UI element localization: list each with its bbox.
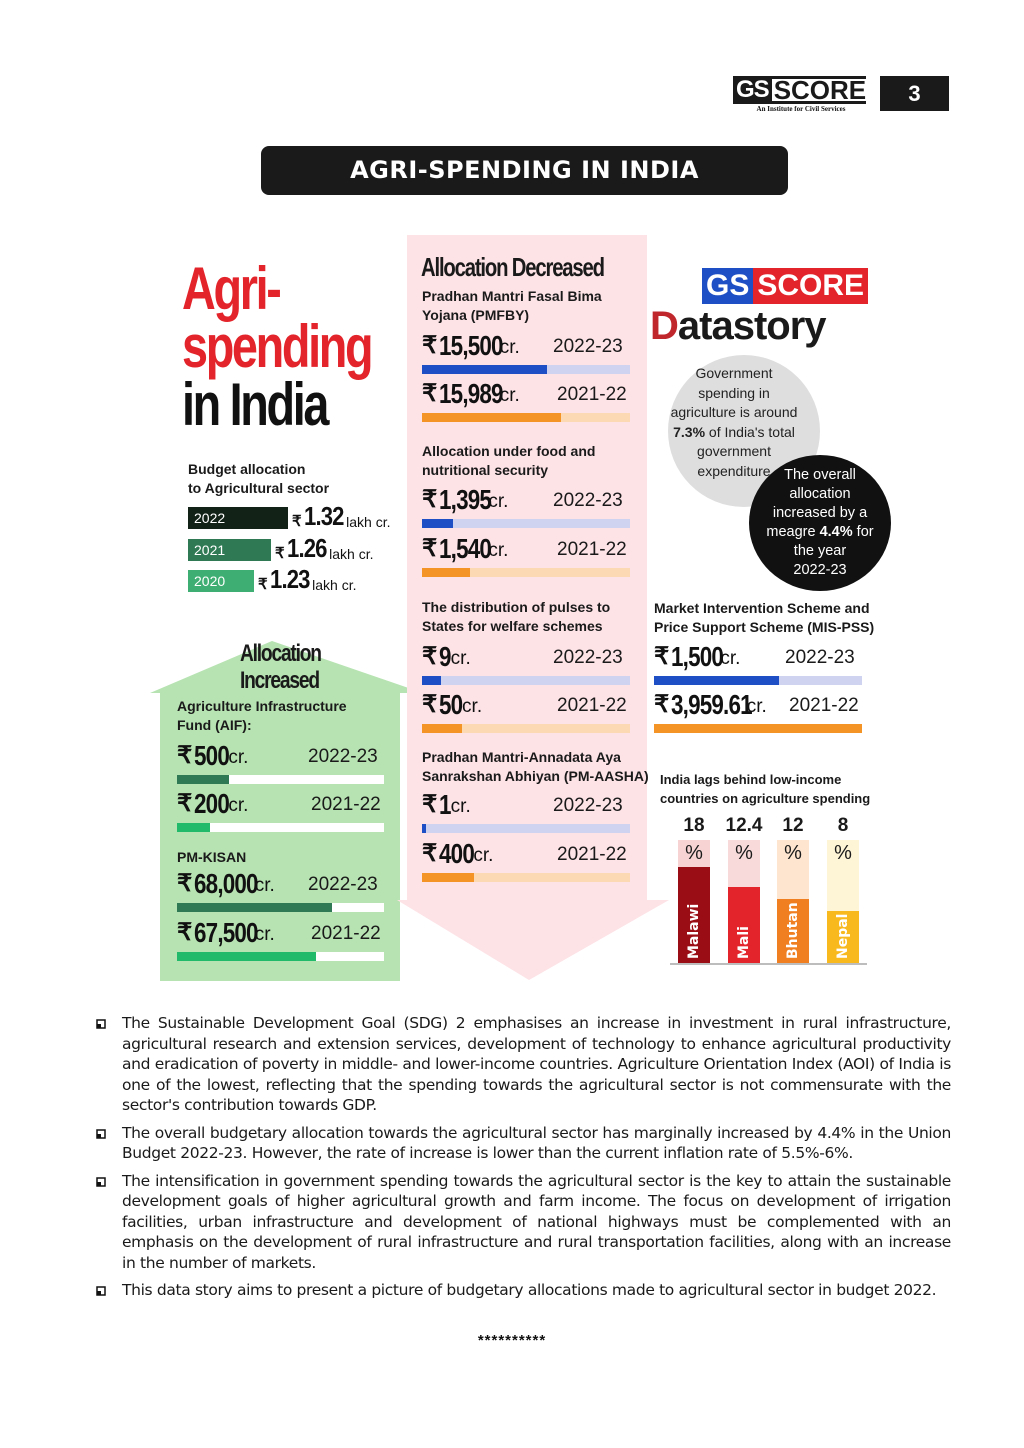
- country-name-nepal: Nepal: [835, 913, 851, 959]
- rupee-symbol: ₹: [177, 742, 193, 769]
- pmkisan-2022-23-fill: [177, 903, 332, 912]
- country-chart-baseline: [670, 963, 867, 965]
- budget-unit: lakh cr.: [346, 514, 391, 530]
- pulses-label-line-2: States for welfare schemes: [422, 618, 603, 634]
- rupee-symbol: ₹: [654, 691, 670, 718]
- bullet-text: This data story aims to present a picture of budgetary allocations made to agricultural sector in budget 2022.: [122, 1281, 937, 1299]
- country-chart-heading: [660, 770, 870, 808]
- pm-aasha-2022-23-unit: cr.: [450, 796, 471, 817]
- food-security-2021-22-year: 2021-22: [557, 539, 627, 560]
- country-value-bhutan: 12: [782, 815, 804, 836]
- mis-pss-2022-23-unit: cr.: [720, 648, 741, 669]
- mis-pss-2022-23-fill: [654, 676, 779, 685]
- black-line-1: allocation: [789, 486, 851, 502]
- pmfby-2021-22-value: 15,989: [439, 378, 503, 409]
- country-value-mali: 12.4: [725, 815, 763, 836]
- title-line-3: in India: [182, 371, 328, 438]
- pm-aasha-label: [422, 748, 649, 786]
- mis-pss-2021-22-value: 3,959.61: [671, 689, 753, 720]
- pulses-2021-22-unit: cr.: [462, 696, 483, 717]
- datastory-score: SCORE: [753, 268, 868, 304]
- black-suffix: for: [852, 524, 874, 540]
- pulses-label: [422, 598, 610, 636]
- title-line-2: spending: [182, 313, 372, 380]
- mis-pss-label-line-2: Price Support Scheme (MIS-PSS): [654, 619, 875, 635]
- budget-value-2020: [258, 566, 357, 592]
- logo-score: SCORE: [773, 75, 867, 105]
- country-unit-bhutan: %: [784, 842, 802, 864]
- country-column-bhutan: [777, 840, 809, 963]
- pm-aasha-2021-22-fill: [422, 873, 474, 882]
- food-security-2021-22-fill: [422, 568, 470, 577]
- food-security-2021-22-track: [422, 568, 630, 577]
- grey-line2-1: expenditure: [697, 462, 771, 479]
- pmkisan-2021-22-value: 67,500: [194, 917, 258, 948]
- country-name-bhutan: Bhutan: [785, 902, 801, 959]
- bullet-icon: [96, 1286, 106, 1296]
- aif-2022-23-unit: cr.: [228, 747, 249, 768]
- food-security-2022-23-unit: cr.: [488, 491, 509, 512]
- black-line2-0: the year: [793, 543, 847, 559]
- country-column-nepal: [827, 840, 859, 963]
- country-name-box-mali: [728, 899, 760, 959]
- pmfby-2022-23-value: 15,500: [439, 330, 503, 361]
- pulses-2022-23-value: 9: [439, 641, 451, 672]
- aif-2021-22-fill: [177, 823, 210, 832]
- pmfby-2022-23-year: 2022-23: [553, 336, 623, 357]
- rupee-symbol: ₹: [177, 790, 193, 817]
- rupee-symbol: ₹: [177, 870, 193, 897]
- pmfby-label: [422, 287, 602, 325]
- country-name-mali: Mali: [736, 926, 752, 959]
- rupee-symbol: ₹: [292, 513, 302, 530]
- pmkisan-2022-23-year: 2022-23: [308, 874, 378, 895]
- pm-aasha-2021-22-year: 2021-22: [557, 844, 627, 865]
- title-line-1: Agri-: [182, 255, 280, 322]
- pm-aasha-2022-23-fill: [422, 824, 426, 833]
- overall-allocation-text: [749, 466, 891, 580]
- budget-unit: lakh cr.: [329, 546, 374, 562]
- rupee-symbol: ₹: [422, 486, 438, 513]
- budget-value-2021: [275, 535, 374, 561]
- aif-2022-23-year: 2022-23: [308, 746, 378, 767]
- mis-pss-2022-23-year: 2022-23: [785, 647, 855, 668]
- grey-line-2: agriculture is around: [670, 404, 798, 420]
- pmfby-label-line-2: Yojana (PMFBY): [422, 307, 530, 323]
- pmfby-2021-22-fill: [422, 413, 561, 422]
- pm-aasha-2021-22-value: 400: [439, 838, 475, 869]
- rupee-symbol: ₹: [422, 840, 438, 867]
- budget-bar-2022: 2022: [188, 507, 288, 529]
- pmkisan-label: PM-KISAN: [177, 849, 247, 865]
- allocation-increased-title-line-1: Allocation: [240, 640, 321, 667]
- grey-line2-0: government: [697, 443, 771, 459]
- logo-tagline: An Institute for Civil Services: [756, 105, 846, 113]
- mis-pss-2021-22-unit: cr.: [746, 696, 767, 717]
- end-mark: **********: [477, 1332, 547, 1349]
- budget-heading: [188, 460, 329, 498]
- food-security-2022-23-fill: [422, 519, 453, 528]
- pulses-2022-23-fill: [422, 676, 441, 685]
- country-column-malawi: [678, 840, 710, 963]
- black-highlight-line: [749, 523, 891, 542]
- black-line-2: increased by a: [772, 505, 868, 521]
- pmkisan-2021-22-unit: cr.: [254, 924, 275, 945]
- pmkisan-2022-23-track: [177, 903, 384, 912]
- black-prefix: meagre: [766, 524, 820, 540]
- pulses-2021-22-track: [422, 724, 630, 733]
- country-value-malawi: 18: [683, 815, 705, 836]
- country-chart-heading-line-1: India lags behind low-income: [660, 772, 842, 787]
- budget-bar-2021: 2021: [188, 539, 271, 561]
- country-unit-mali: %: [735, 842, 753, 864]
- grey-line-0: Government: [695, 365, 773, 381]
- gsscore-logo: [733, 76, 869, 114]
- country-unit-nepal: %: [834, 842, 852, 864]
- mis-pss-2021-22-track: [654, 724, 862, 733]
- bullet-text: The Sustainable Development Goal (SDG) 2 emphasises an increase in investment in rural infrastructure, agricultural research and extension services, development of technology to enhance agricultural productivity and eradication of poverty in middle- and lower-income countries. Agriculture Orientation Index (AOI) of India is one of the lowest, reflecting that the spending towards the agricultural sector is not commensurate with the sector's contribution towards GDP.: [122, 1014, 951, 1114]
- page-title: AGRI-SPENDING IN INDIA: [261, 146, 788, 195]
- black-line-0: The overall: [784, 467, 856, 483]
- pm-aasha-label-line-1: Pradhan Mantri-Annadata Aya: [422, 749, 621, 765]
- budget-amount: 1.23: [269, 564, 310, 594]
- pmfby-2021-22-year: 2021-22: [557, 384, 627, 405]
- country-unit-malawi: %: [685, 842, 703, 864]
- allocation-increased-title: [240, 640, 344, 694]
- pm-aasha-2022-23-year: 2022-23: [553, 795, 623, 816]
- datastory-logo: [650, 268, 870, 348]
- budget-heading-line-1: Budget allocation: [188, 461, 306, 477]
- bullet-item: [96, 1013, 951, 1116]
- pulses-2022-23-unit: cr.: [450, 648, 471, 669]
- black-line2-1: 2022-23: [793, 562, 847, 578]
- rupee-symbol: ₹: [422, 380, 438, 407]
- rupee-symbol: ₹: [177, 919, 193, 946]
- aif-2022-23-value: 500: [194, 740, 230, 771]
- food-security-2021-22-value: 1,540: [439, 533, 492, 564]
- pulses-2022-23-track: [422, 676, 630, 685]
- budget-amount: 1.32: [303, 501, 344, 531]
- aif-2021-22-value: 200: [194, 788, 230, 819]
- infographic-title: [182, 255, 372, 438]
- country-chart-heading-line-2: countries on agriculture spending: [660, 791, 871, 806]
- datastory-rest: atastory: [677, 304, 826, 348]
- country-value-nepal: 8: [837, 815, 849, 836]
- pm-aasha-2022-23-value: 1: [439, 789, 451, 820]
- black-highlight: 4.4%: [819, 524, 853, 540]
- grey-highlight-line: [664, 423, 804, 443]
- mis-pss-label-line-1: Market Intervention Scheme and: [654, 600, 870, 616]
- mis-pss-label: [654, 599, 874, 637]
- rupee-symbol: ₹: [654, 643, 670, 670]
- pulses-2021-22-year: 2021-22: [557, 695, 627, 716]
- grey-after-highlight: of India's total: [705, 423, 795, 440]
- mis-pss-2021-22-fill: [654, 724, 862, 733]
- bullet-list: [96, 1013, 951, 1308]
- pmfby-2022-23-track: [422, 365, 630, 374]
- datastory-word: [650, 304, 826, 348]
- grey-line-1: spending in: [698, 384, 770, 401]
- bullet-icon: [96, 1129, 106, 1139]
- mis-pss-2022-23-value: 1,500: [671, 641, 724, 672]
- pm-aasha-2021-22-unit: cr.: [473, 845, 494, 866]
- pm-aasha-2021-22-track: [422, 873, 630, 882]
- logo-gs: GS: [733, 76, 772, 104]
- food-security-label: [422, 442, 595, 480]
- pmfby-2021-22-track: [422, 413, 630, 422]
- bullet-text: The intensification in government spending towards the agricultural sector is the key to attain the sustainable development goals of higher agricultural growth and farm income. The focus on development of irrigation facilities, urban infrastructure and development of national highways must be complemented with an emphasis on the development of rural infrastructure and rural transportation facilities, along with an increase in the number of markets.: [122, 1171, 951, 1272]
- budget-amount: 1.26: [286, 533, 327, 563]
- food-security-2022-23-track: [422, 519, 630, 528]
- food-security-label-line-1: Allocation under food and: [422, 443, 596, 459]
- aif-2021-22-unit: cr.: [228, 795, 249, 816]
- mis-pss-2021-22-year: 2021-22: [789, 695, 859, 716]
- food-security-2021-22-unit: cr.: [488, 540, 509, 561]
- budget-value-2022: [292, 503, 391, 529]
- aif-label: [177, 697, 347, 735]
- aif-label-line-2: Fund (AIF):: [177, 717, 252, 733]
- pmkisan-2022-23-value: 68,000: [194, 868, 258, 899]
- bullet-item: [96, 1280, 951, 1301]
- rupee-symbol: ₹: [422, 791, 438, 818]
- pmkisan-2021-22-fill: [177, 952, 316, 961]
- mis-pss-2022-23-track: [654, 676, 862, 685]
- pmfby-label-line-1: Pradhan Mantri Fasal Bima: [422, 288, 602, 304]
- budget-bar-2020: 2020: [188, 570, 254, 592]
- pulses-2021-22-fill: [422, 724, 462, 733]
- pmkisan-2021-22-track: [177, 952, 384, 961]
- rupee-symbol: ₹: [422, 535, 438, 562]
- aif-2021-22-year: 2021-22: [311, 794, 381, 815]
- grey-highlight: 7.3%: [673, 423, 706, 440]
- food-security-2022-23-year: 2022-23: [553, 490, 623, 511]
- rupee-symbol: ₹: [422, 691, 438, 718]
- budget-heading-line-2: to Agricultural sector: [188, 480, 330, 496]
- datastory-gs: GS: [702, 268, 753, 304]
- pulses-label-line-1: The distribution of pulses to: [422, 599, 611, 615]
- bullet-item: [96, 1171, 951, 1274]
- allocation-increased-title-line-2: Increased: [240, 667, 319, 694]
- aif-label-line-1: Agriculture Infrastructure: [177, 698, 347, 714]
- country-name-box-nepal: [827, 899, 859, 959]
- pmfby-2022-23-fill: [422, 365, 547, 374]
- rupee-symbol: ₹: [422, 643, 438, 670]
- aif-2022-23-track: [177, 775, 384, 784]
- country-name-malawi: Malawi: [686, 903, 702, 959]
- bullet-item: [96, 1123, 951, 1164]
- country-name-box-bhutan: [777, 899, 809, 959]
- rupee-symbol: ₹: [258, 576, 268, 593]
- budget-unit: lakh cr.: [312, 577, 357, 593]
- pulses-2021-22-value: 50: [439, 689, 463, 720]
- country-name-box-malawi: [678, 899, 710, 959]
- aif-2021-22-track: [177, 823, 384, 832]
- pmkisan-2021-22-year: 2021-22: [311, 923, 381, 944]
- country-column-mali: [728, 840, 760, 963]
- aif-2022-23-fill: [177, 775, 229, 784]
- budget-row-2021: [188, 533, 374, 563]
- datastory-gsscore: [702, 268, 868, 304]
- datastory-initial: D: [650, 304, 678, 348]
- bullet-icon: [96, 1177, 106, 1187]
- budget-row-2020: [188, 564, 357, 594]
- pmkisan-2022-23-unit: cr.: [254, 875, 275, 896]
- pulses-2022-23-year: 2022-23: [553, 647, 623, 668]
- bullet-icon: [96, 1019, 106, 1029]
- page-number: 3: [880, 76, 949, 111]
- pmfby-2022-23-unit: cr.: [499, 337, 520, 358]
- pm-aasha-label-line-2: Sanrakshan Abhiyan (PM-AASHA): [422, 768, 649, 784]
- rupee-symbol: ₹: [422, 332, 438, 359]
- budget-row-2022: [188, 501, 391, 531]
- pmfby-2021-22-unit: cr.: [499, 385, 520, 406]
- bullet-text: The overall budgetary allocation towards the agricultural sector has marginally increased by 4.4% in the Union Budget 2022-23. However, the rate of increase is lower than the current inflation rate of 5.5%-6%.: [122, 1123, 951, 1162]
- allocation-decreased-title: Allocation Decreased: [421, 252, 604, 282]
- rupee-symbol: ₹: [275, 545, 285, 562]
- food-security-2022-23-value: 1,395: [439, 484, 492, 515]
- food-security-label-line-2: nutritional security: [422, 462, 549, 478]
- pm-aasha-2022-23-track: [422, 824, 630, 833]
